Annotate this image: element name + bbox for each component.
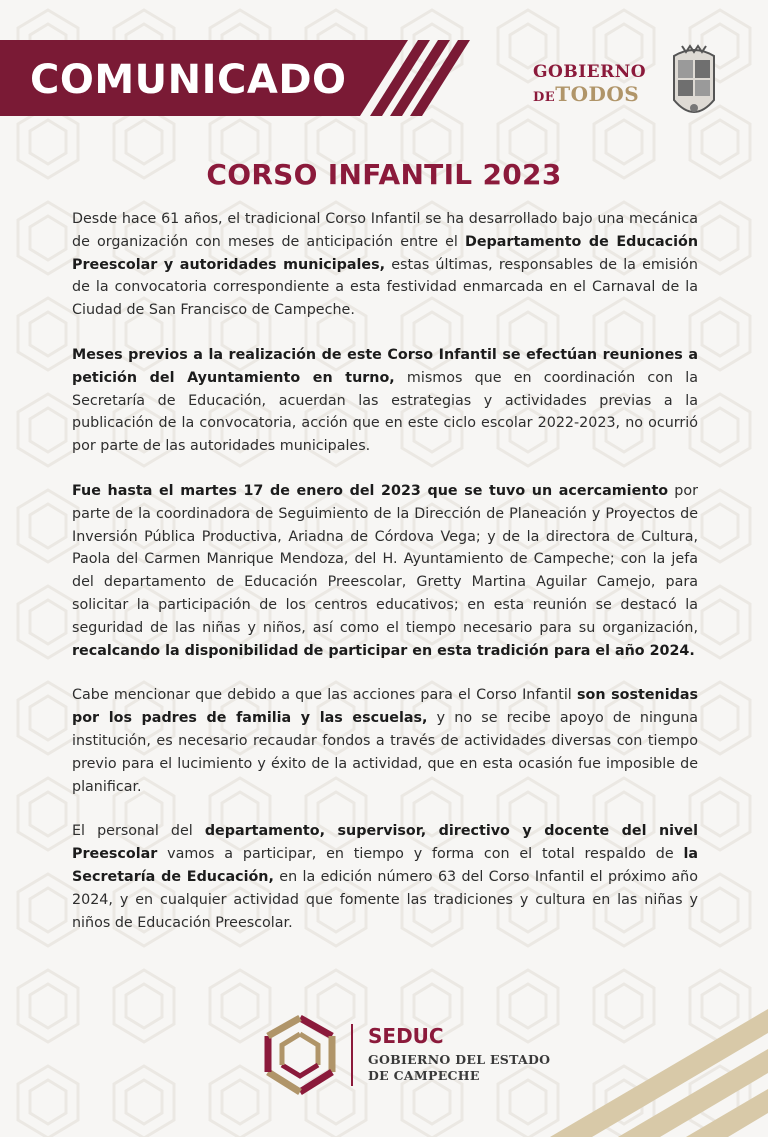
text-segment: Desde hace 61 años, el tradicional Corso Infantil se ha desarrollado bajo una mecánica de organización con meses de anticipación entre el [72,211,698,250]
document-body [72,208,698,956]
paragraph [72,480,698,662]
text-segment-bold: departamento, supervisor, directivo y docente del nivel Preescolar [72,823,698,863]
footer-divider [351,1024,353,1086]
paragraph [72,820,698,934]
paragraph [72,684,698,798]
text-segment-bold: son sostenidas por los padres de familia y las escuelas, [72,687,698,727]
gov-logo-prefix: DE [533,90,556,105]
decorative-stripes [480,985,768,1137]
text-segment-bold: Meses previos a la realización de este Corso Infantil se efectúan reuniones a petición del Ayuntamiento en turno, [72,346,698,386]
campeche-coat-of-arms-icon [668,42,720,126]
gov-logo-line2 [533,82,639,106]
text-segment: estas últimas, responsables de la emisión de la convocatoria correspondiente a esta festividad enmarcada en el Carnaval de la Ciudad de San Francisco de Campeche. [72,256,698,319]
gobierno-de-todos-logo [533,62,663,108]
header-title: COMUNICADO [30,57,347,103]
text-segment-bold: Departamento de Educación Preescolar y autoridades municipales, [72,233,698,273]
text-segment-bold: la Secretaría de Educación, [72,846,698,885]
text-segment: y no se recibe apoyo de ninguna institución, es necesario recaudar fondos a través de actividades diversas con tiempo previo para el lucimiento y éxito de la actividad, que en esta ocasión fue imposible de planificar. [72,710,698,795]
text-segment: en la edición número 63 del Corso Infantil el próximo año 2024, y en cualquier actividad que fomente las tradiciones y cultura en las niñas y niños de Educación Preescolar. [72,868,698,931]
text-segment: El personal del [72,823,205,840]
text-segment-bold: Fue hasta el martes 17 de enero del 2023 que se tuvo un acercamiento [72,482,669,499]
footer-line-2: DE CAMPECHE [368,1068,480,1083]
paragraph [72,344,698,458]
gov-logo-line1: GOBIERNO [533,62,647,82]
text-segment: vamos a participar, en tiempo y forma con el total respaldo de [157,846,684,863]
footer-seduc-name: SEDUC [368,1024,444,1048]
footer-line-1: GOBIERNO DEL ESTADO [368,1052,551,1067]
document-title: CORSO INFANTIL 2023 [206,158,562,191]
paragraph [72,208,698,322]
text-segment: Cabe mencionar que debido a que las acciones para el Corso Infantil [72,687,577,704]
gov-logo-word: TODOS [555,82,640,106]
text-segment: mismos que en coordinación con la Secretaría de Educación, acuerdan las estrategias y actividades previas a la publicación de la convocatoria, acción que en este ciclo escolar 2022-2023, no ocurrió por parte de las autoridades municipales. [72,369,698,455]
text-segment-bold: recalcando la disponibilidad de participar en esta tradición para el año 2024. [72,642,695,659]
text-segment: por parte de la coordinadora de Seguimiento de la Dirección de Planeación y Proyectos de Inversión Pública Productiva, Ariadna de Córdova Vega; y de la directora de Cultura, Paola del Carmen Manrique Mendoza, del H. Ayuntamiento de Campeche; con la jefa del departamento de Educación Preescolar, Gretty Martina Aguilar Camejo, para solicitar la participación de los centros educativos; en esta reunión se destacó la seguridad de las niñas y niños, así como el tiempo necesario para su organización, [72,482,698,636]
seduc-hexagon-logo-icon [260,1012,340,1098]
